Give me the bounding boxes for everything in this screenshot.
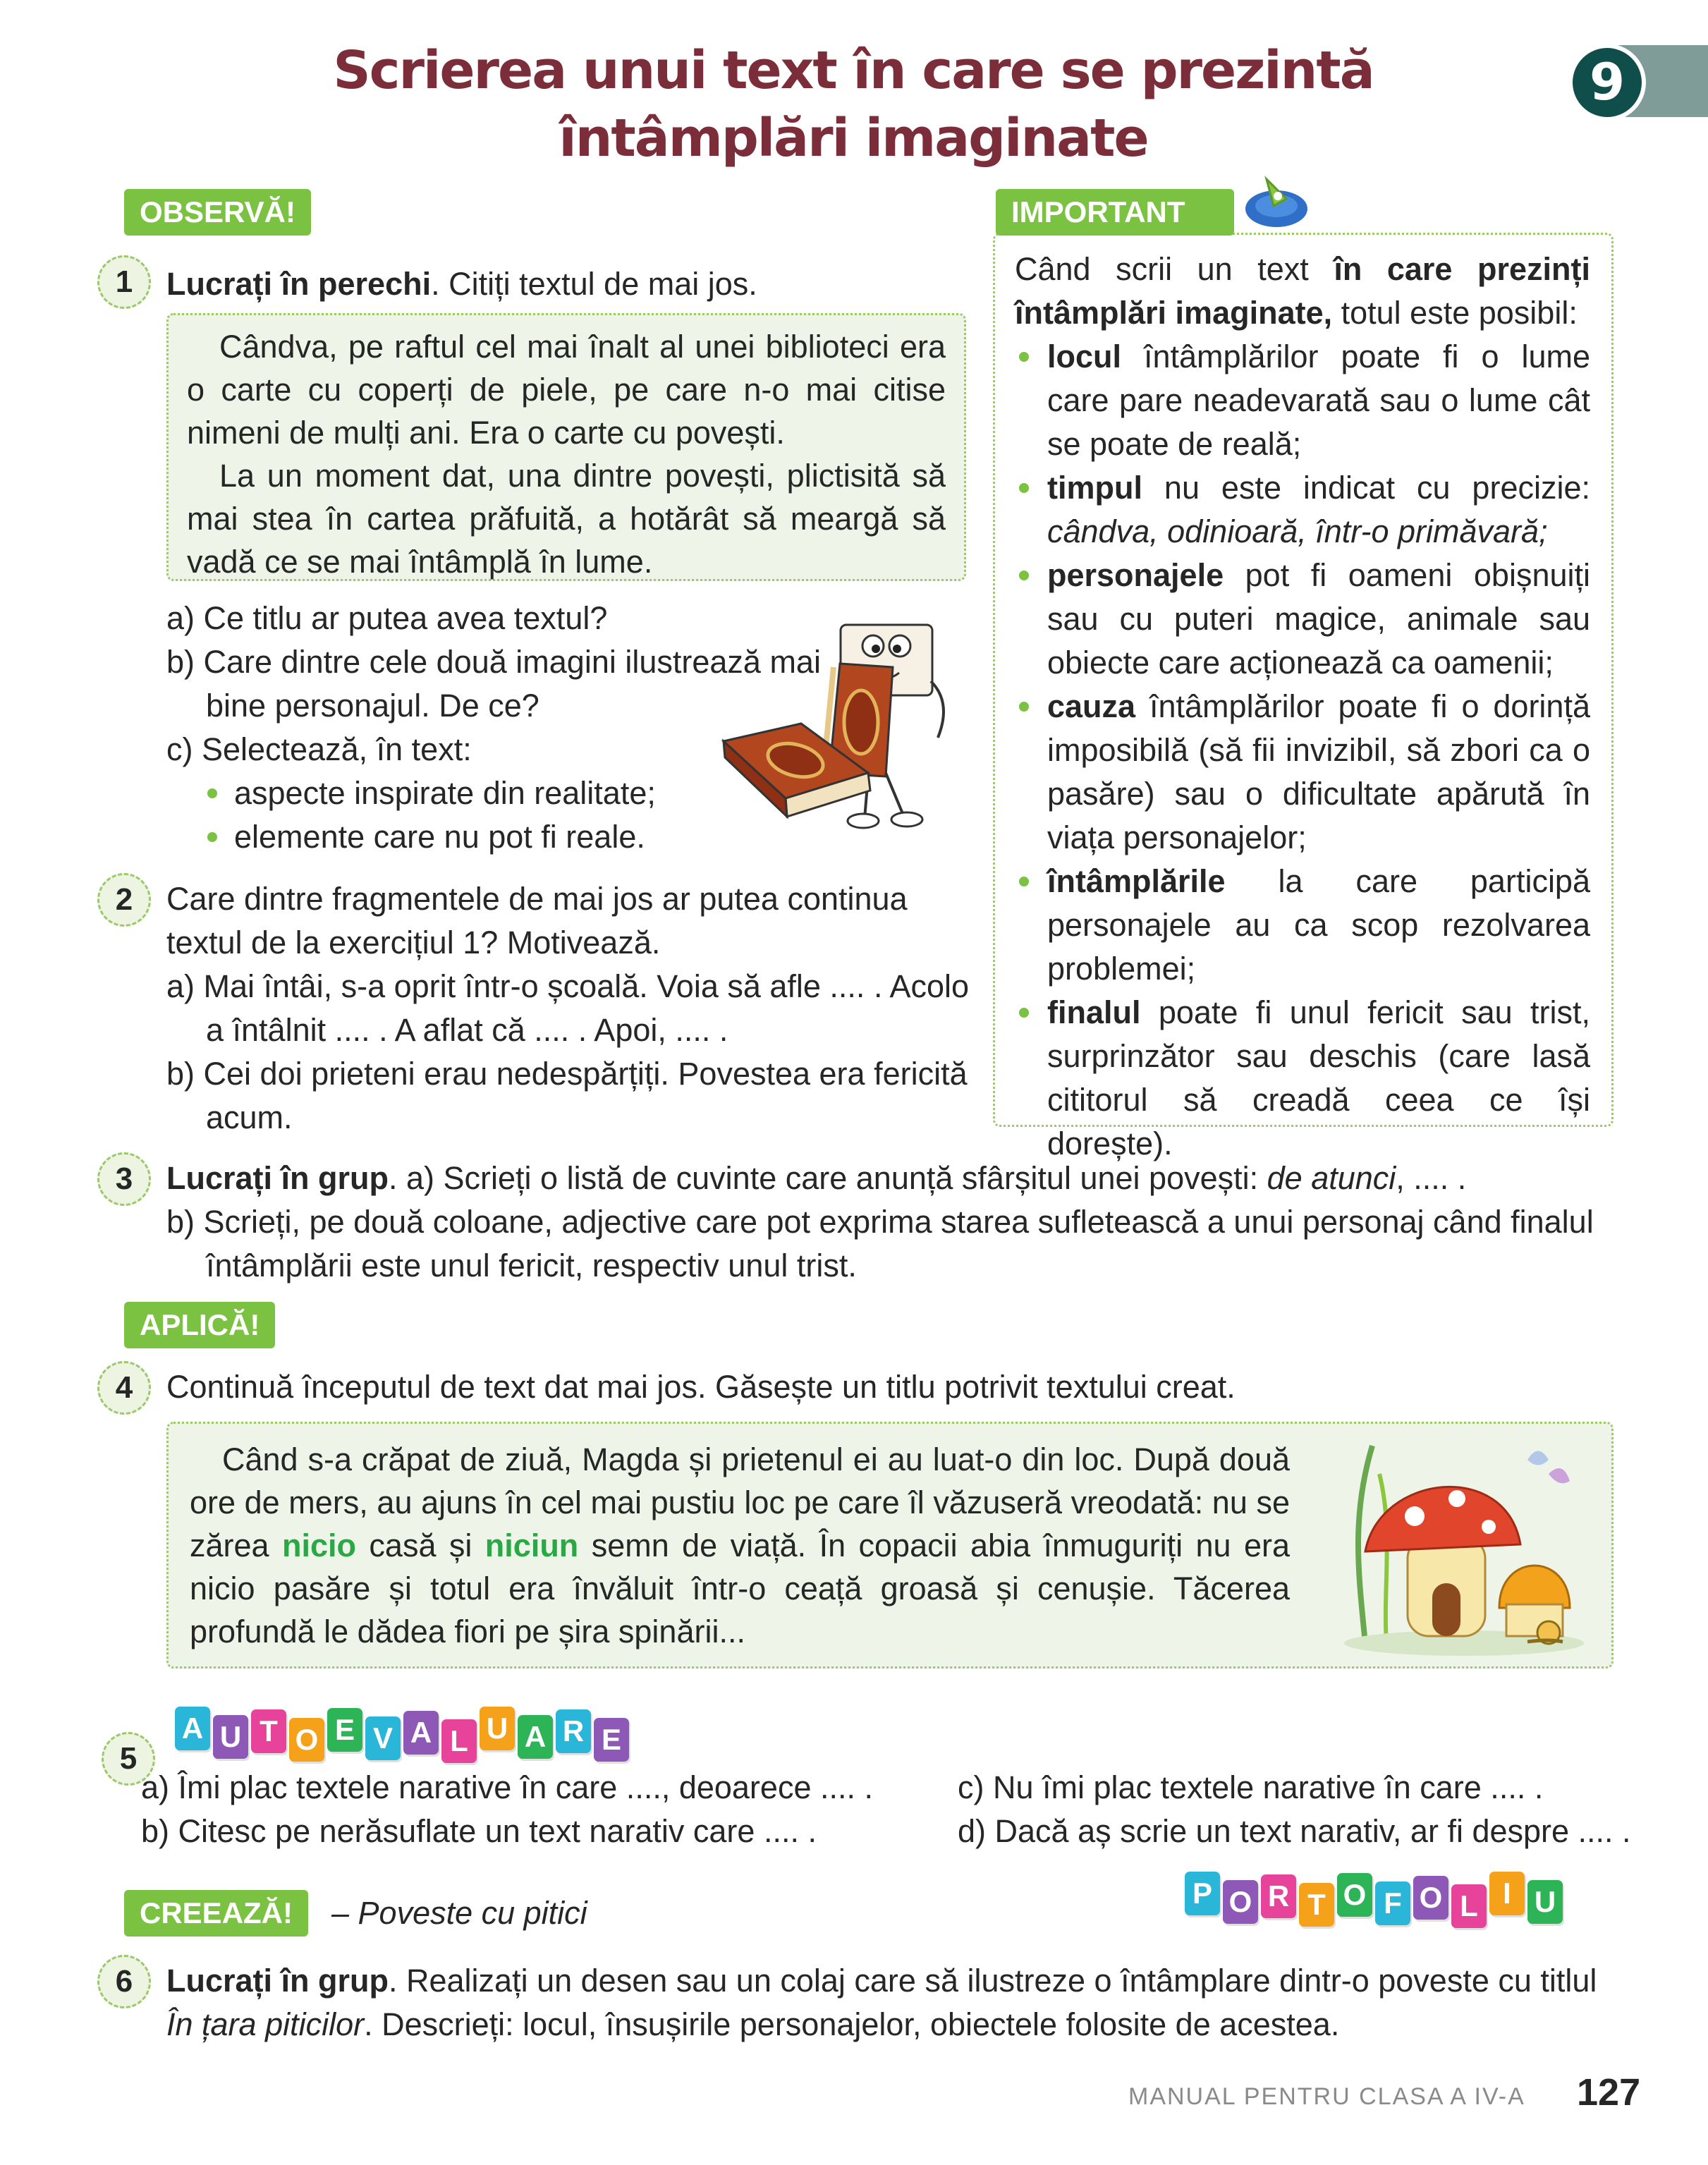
exercise-2-text: Care dintre fragmentele de mai jos ar putea continua textul de la exercițiul 1? Motivează.	[166, 881, 908, 960]
important-item-text: întâmplărilor poate fi o dorință imposibilă (să fii invizibil, să zbori ca o pasăre) sau o dificultate apărută în viața personajelor;	[1047, 688, 1590, 855]
question-1c-bullet-2: elemente care nu pot fi reale.	[202, 815, 815, 859]
exercise-1-instruction-bold: Lucrați în perechi	[166, 266, 432, 302]
exercise-3	[166, 1157, 1619, 1288]
exercise-6-italic: În țara piticilor	[166, 2006, 365, 2042]
exercise-number-6: 6	[97, 1955, 151, 2008]
important-item-text: întâmplărilor poate fi o lume care pare neadevarată sau o lume cât se poate de reală;	[1047, 339, 1590, 462]
exercise-6-bold: Lucrați în grup	[166, 1963, 389, 1999]
section-label-aplica: APLICĂ!	[124, 1302, 275, 1348]
portofoliu-tile: P	[1185, 1872, 1220, 1915]
section-label-important: IMPORTANT	[996, 189, 1234, 236]
exercise-number-5: 5	[102, 1732, 155, 1786]
reading-text-part: semn de viață. În copacii abia înmuguriți nu era nicio pasăre și totul era învăluit într-o ceață groasă și cenușie. Tăcerea profundă le dădea fiori pe șira spinării...	[190, 1527, 1290, 1649]
exercise-3-a-italic: de atunci	[1267, 1160, 1396, 1196]
exercise-number-2: 2	[97, 873, 151, 927]
autoevaluare-tile: E	[327, 1708, 362, 1752]
page-title	[254, 37, 1453, 172]
highlight-word-niciun: niciun	[484, 1527, 579, 1563]
title-line-1: Scrierea unui text în care se prezintă	[333, 40, 1374, 101]
exercise-5-left	[141, 1766, 873, 1853]
autoevaluare-tiles	[175, 1707, 632, 1763]
exercise-3-bold: Lucrați în grup	[166, 1160, 389, 1196]
section-label-creeaza: CREEAZĂ!	[124, 1890, 308, 1937]
reading-text-part: casă și	[356, 1527, 485, 1563]
exercise-3-a-post: , .... .	[1396, 1160, 1467, 1196]
autoevaluare-tile: U	[213, 1715, 248, 1759]
reading-paragraph-1: Cândva, pe raftul cel mai înalt al unei biblioteci era o carte cu coperți de piele, pe care n-o mai citise nimeni de mulți ani. Era o carte cu povești.	[187, 329, 946, 451]
question-1a: a) Ce titlu ar putea avea textul?	[166, 600, 608, 636]
important-item-bold: personajele	[1047, 557, 1224, 593]
important-item-bold: locul	[1047, 339, 1122, 374]
autoevaluare-tile: O	[289, 1718, 324, 1762]
exercise-5-right	[958, 1766, 1631, 1853]
important-item-text: nu este indicat cu precizie:	[1142, 470, 1590, 506]
mushroom-house-illustration	[1337, 1432, 1591, 1657]
footer-manual-label: MANUAL PENTRU CLASA A IV-A	[1128, 2083, 1525, 2110]
important-item-intamplarile	[1015, 860, 1590, 991]
question-1c: c) Selectează, în text:	[166, 731, 472, 767]
important-item-bold: timpul	[1047, 470, 1142, 506]
exercise-5-d: d) Dacă aș scrie un text narativ, ar fi despre .... .	[958, 1813, 1631, 1849]
exercise-number-4: 4	[97, 1361, 151, 1415]
exercise-1-instruction	[166, 262, 757, 306]
portofoliu-tile: L	[1451, 1884, 1487, 1928]
creeaza-subtitle: – Poveste cu pitici	[331, 1895, 587, 1931]
important-intro	[1015, 248, 1590, 335]
important-cloud-icon	[1243, 168, 1310, 231]
autoevaluare-tile: V	[365, 1716, 401, 1760]
reading-text-part: Când s-a crăpat de ziuă, Magda și prietenul ei au luat-o din loc. După două ore de mers, au ajuns în cel mai pustiu loc pe care îl văzuseră vreodată: nu se zărea	[190, 1441, 1290, 1563]
important-item-cauza	[1015, 685, 1590, 860]
autoevaluare-tile: E	[594, 1718, 629, 1762]
important-item-timpul	[1015, 466, 1590, 554]
important-item-locul	[1015, 335, 1590, 466]
exercise-6-post: . Descrieți: locul, însușirile personajelor, obiectele folosite de acestea.	[364, 2006, 1340, 2042]
title-line-2: întâmplări imaginate	[559, 108, 1148, 169]
autoevaluare-tile: R	[556, 1709, 591, 1753]
autoevaluare-tile: U	[480, 1707, 515, 1750]
important-item-text: pot fi oameni obișnuiți sau cu puteri magice, animale sau obiecte care acționează ca oamenii;	[1047, 557, 1590, 681]
exercise-6-text: . Realizați un desen sau un colaj care să ilustreze o întâmplare dintr-o poveste cu titlul	[389, 1963, 1597, 1999]
portofoliu-tile: O	[1413, 1876, 1448, 1920]
highlight-word-nicio: nicio	[281, 1527, 356, 1563]
important-intro-post: totul este posibil:	[1332, 295, 1578, 331]
exercise-number-3: 3	[97, 1152, 151, 1206]
important-box	[993, 233, 1614, 1161]
important-intro-pre: Când scrii un text	[1015, 251, 1334, 287]
important-item-bold: cauza	[1047, 688, 1136, 724]
portofoliu-tile: U	[1527, 1880, 1563, 1924]
exercise-2	[166, 877, 977, 1140]
reading-box-1	[166, 313, 966, 581]
exercise-6	[166, 1959, 1619, 2047]
important-list	[1015, 335, 1590, 1166]
portofoliu-tile: O	[1337, 1873, 1372, 1917]
exercise-3-a	[166, 1157, 1619, 1200]
portofoliu-tile: T	[1299, 1883, 1334, 1927]
important-item-italic: cândva, odinioară, într-o primăvară;	[1047, 513, 1548, 549]
section-label-observa: OBSERVĂ!	[124, 189, 311, 236]
important-item-finalul	[1015, 991, 1590, 1166]
exercise-3-b: b) Scrieți, pe două coloane, adjective care pot exprima starea sufletească a unui personaj când finalul întâmplării este unul fericit, respectiv unul trist.	[166, 1204, 1594, 1283]
exercise-2-option-b: b) Cei doi prieteni erau nedespărțiți. Povestea era fericită acum.	[166, 1056, 968, 1135]
portofoliu-tile: R	[1261, 1874, 1296, 1918]
autoevaluare-tile: A	[518, 1715, 553, 1759]
question-1b: b) Care dintre cele două imagini ilustrează mai bine personajul. De ce?	[166, 644, 821, 724]
important-item-text: la care participă personajele au ca scop rezolvarea problemei;	[1047, 863, 1590, 987]
exercise-number-1: 1	[97, 255, 151, 309]
exercise-5-c: c) Nu îmi plac textele narative în care .... .	[958, 1769, 1544, 1805]
portofoliu-tile: F	[1375, 1882, 1410, 1925]
autoevaluare-tile: T	[251, 1709, 286, 1753]
portofoliu-tile: O	[1223, 1880, 1258, 1924]
important-item-personajele	[1015, 554, 1590, 685]
important-item-text: poate fi unul fericit sau trist, surprinzător sau deschis (care lasă cititorul să creadă ceea ce își dorește).	[1047, 994, 1590, 1161]
exercise-1-instruction-rest: . Citiți textul de mai jos.	[431, 266, 757, 302]
important-item-bold: finalul	[1047, 994, 1141, 1030]
exercise-5-a: a) Îmi plac textele narative în care ...., deoarece .... .	[141, 1769, 873, 1805]
question-1c-bullet-1: aspecte inspirate din realitate;	[202, 772, 815, 815]
important-item-bold: întâmplările	[1047, 863, 1226, 899]
exercise-3-a-text: . a) Scrieți o listă de cuvinte care anunță sfârșitul unei povești:	[389, 1160, 1267, 1196]
autoevaluare-tile: A	[175, 1707, 210, 1750]
exercise-4-text: Continuă începutul de text dat mai jos. Găsește un titlu potrivit textului creat.	[166, 1369, 1236, 1405]
exercise-5-b: b) Citesc pe nerăsuflate un text narativ care .... .	[141, 1813, 817, 1849]
book-illustration	[716, 597, 975, 843]
reading-paragraph-2: La un moment dat, una dintre povești, plictisită să mai stea în cartea prăfuită, a hotărât să meargă să vadă ce se mai întâmplă în lume.	[187, 458, 946, 580]
unit-number-badge: 9	[1568, 44, 1646, 121]
exercise-2-option-a: a) Mai întâi, s-a oprit într-o școală. Voia să afle .... . Acolo a întâlnit .... . A aflat că .... . Apoi, .... .	[166, 968, 970, 1048]
portofoliu-tile: I	[1489, 1872, 1525, 1915]
autoevaluare-tile: A	[403, 1711, 439, 1755]
autoevaluare-tile: L	[441, 1719, 477, 1763]
important-intro-bold: în care prezinți întâmplări imaginate,	[1015, 251, 1591, 331]
reading-paragraph-4	[190, 1438, 1290, 1653]
portofoliu-tiles	[1185, 1872, 1566, 1928]
page-number: 127	[1577, 2071, 1641, 2114]
